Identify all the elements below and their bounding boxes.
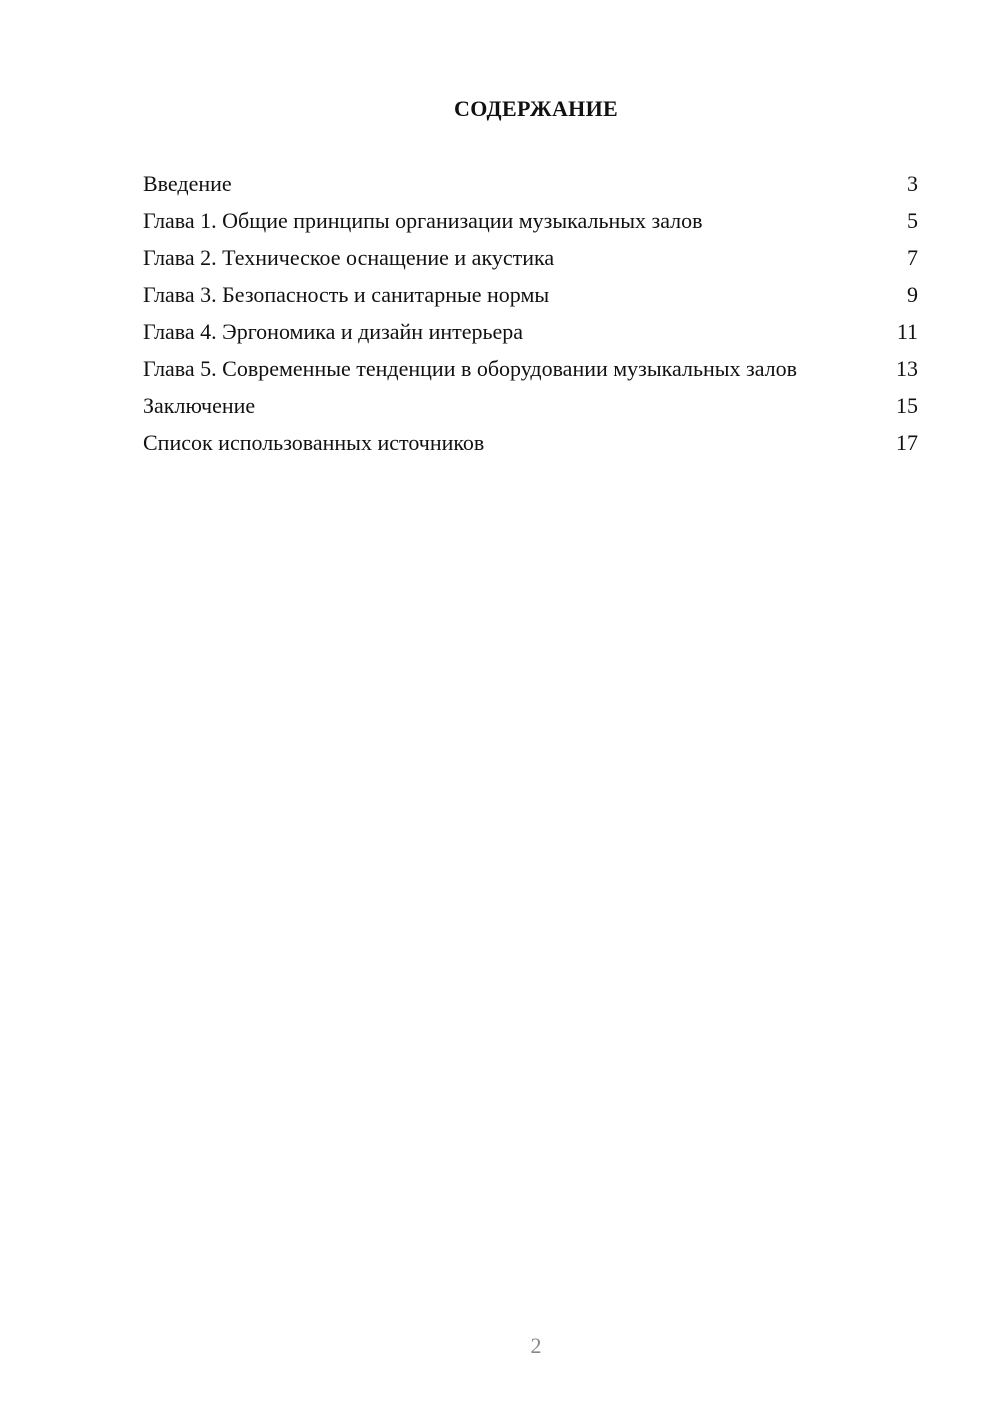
toc-entry-page: 15 — [896, 393, 918, 418]
toc-entry-introduction[interactable] — [143, 170, 918, 197]
toc-entry-chapter-1[interactable] — [143, 207, 918, 234]
toc-entry-label: Глава 5. Современные тенденции в оборудовании музыкальных залов — [143, 356, 798, 381]
page-title: СОДЕРЖАНИЕ — [454, 96, 618, 121]
toc-entry-conclusion[interactable] — [143, 392, 918, 419]
toc-entry-references[interactable] — [143, 429, 918, 456]
page-number: 2 — [530, 1333, 542, 1358]
toc-entry-page: 7 — [907, 245, 918, 270]
toc-entry-label: Глава 2. Техническое оснащение и акустика — [143, 245, 555, 270]
toc-entry-label: Заключение — [143, 393, 256, 418]
toc-entry-label: Глава 1. Общие принципы организации музыкальных залов — [143, 208, 703, 233]
toc-entry-label: Список использованных источников — [143, 430, 485, 455]
toc-entry-chapter-3[interactable] — [143, 281, 918, 308]
toc-entry-label: Введение — [143, 171, 232, 196]
toc-entry-chapter-2[interactable] — [143, 244, 918, 271]
toc-entry-page: 3 — [907, 171, 918, 196]
toc-entry-chapter-5[interactable] — [143, 355, 918, 382]
toc-entry-page: 17 — [896, 430, 918, 455]
table-of-contents — [143, 170, 918, 466]
toc-entry-page: 13 — [896, 356, 918, 381]
toc-entry-page: 5 — [907, 208, 918, 233]
toc-entry-page: 11 — [896, 319, 918, 344]
toc-entry-label: Глава 3. Безопасность и санитарные нормы — [143, 282, 550, 307]
toc-entry-page: 9 — [907, 282, 918, 307]
toc-entry-chapter-4[interactable] — [143, 318, 918, 345]
toc-entry-label: Глава 4. Эргономика и дизайн интерьера — [143, 319, 524, 344]
